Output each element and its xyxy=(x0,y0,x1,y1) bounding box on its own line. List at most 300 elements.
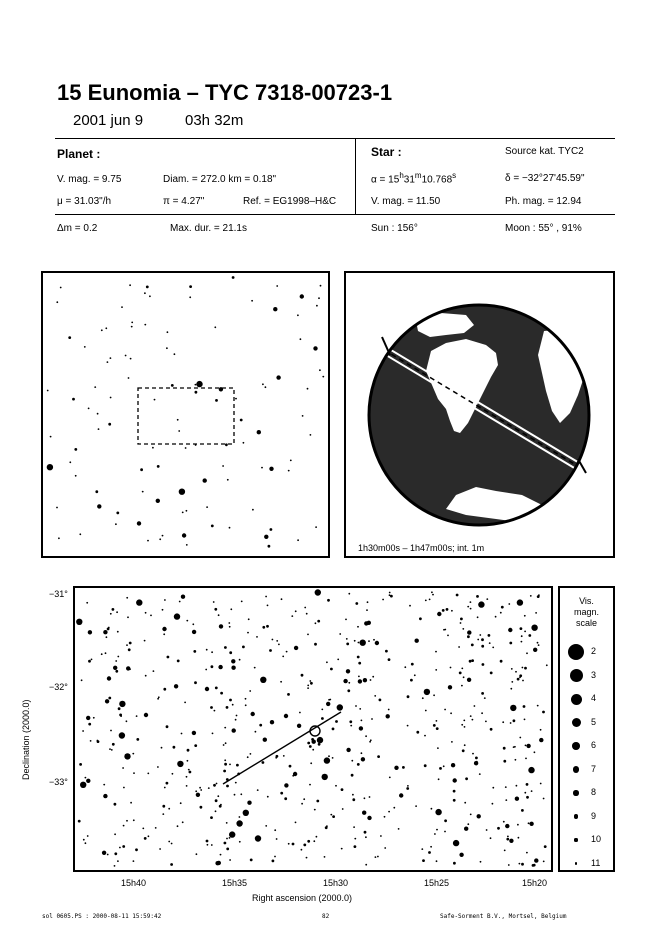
chart-star xyxy=(390,595,393,598)
chart-star xyxy=(215,861,219,865)
chart-star xyxy=(110,613,112,615)
finder-star xyxy=(288,470,290,472)
chart-star xyxy=(419,617,422,620)
chart-star xyxy=(88,630,92,634)
chart-star xyxy=(128,648,131,651)
chart-star xyxy=(309,784,311,786)
chart-star xyxy=(505,786,507,788)
chart-star xyxy=(313,840,315,842)
chart-star xyxy=(235,782,237,784)
chart-star xyxy=(110,730,112,732)
finder-star xyxy=(222,465,224,467)
chart-star xyxy=(224,727,226,729)
chart-star xyxy=(144,837,147,840)
finder-star xyxy=(177,419,179,421)
chart-star xyxy=(384,847,386,849)
chart-star xyxy=(478,601,484,607)
chart-star xyxy=(461,724,463,726)
chart-star xyxy=(464,827,468,831)
finder-star xyxy=(157,465,160,468)
chart-star xyxy=(490,837,492,839)
chart-star xyxy=(174,684,178,688)
chart-star xyxy=(260,677,266,683)
chart-star xyxy=(210,706,213,709)
chart-star xyxy=(451,610,453,612)
chart-star xyxy=(144,713,148,717)
chart-star xyxy=(526,796,529,799)
finder-star xyxy=(206,506,208,508)
chart-star xyxy=(354,845,357,848)
finder-star xyxy=(251,300,253,302)
chart-star xyxy=(456,594,459,597)
table-vertical-divider xyxy=(355,138,356,214)
chart-star xyxy=(477,814,481,818)
chart-star xyxy=(416,731,419,734)
chart-star xyxy=(87,835,89,837)
finder-star xyxy=(229,527,231,529)
chart-star xyxy=(145,675,147,677)
chart-star xyxy=(517,599,523,605)
chart-star xyxy=(85,842,87,844)
chart-star xyxy=(212,733,214,735)
ra-label-15h25: 15h25 xyxy=(424,878,450,888)
chart-star xyxy=(359,708,361,710)
chart-star xyxy=(377,755,380,758)
chart-star xyxy=(463,720,465,722)
finder-star xyxy=(149,295,151,297)
chart-star xyxy=(475,757,478,760)
legend-star-symbol xyxy=(574,814,578,818)
chart-star xyxy=(425,600,427,602)
chart-star xyxy=(229,626,231,628)
planet-motion: μ = 31.03"/h xyxy=(57,196,112,207)
chart-star xyxy=(133,819,135,821)
legend-row xyxy=(560,738,613,754)
chart-star xyxy=(247,801,251,805)
chart-star xyxy=(309,745,312,748)
chart-star xyxy=(133,860,135,862)
chart-star xyxy=(461,668,463,670)
chart-star xyxy=(107,676,111,680)
chart-star xyxy=(382,599,384,601)
chart-star xyxy=(354,640,356,642)
chart-star xyxy=(255,731,257,733)
legend-star-symbol xyxy=(575,862,577,864)
chart-star xyxy=(379,699,382,702)
chart-star xyxy=(348,593,350,595)
chart-star xyxy=(472,753,474,755)
chart-star xyxy=(526,744,530,748)
chart-star xyxy=(428,851,431,854)
chart-star xyxy=(168,841,170,843)
chart-star xyxy=(532,864,535,867)
chart-star xyxy=(267,605,269,607)
chart-star xyxy=(117,860,119,862)
legend-row xyxy=(560,785,613,801)
finder-star xyxy=(270,528,273,531)
chart-star xyxy=(492,647,494,649)
chart-star xyxy=(182,821,184,823)
chart-star xyxy=(349,720,352,723)
chart-star xyxy=(342,808,344,810)
chart-star xyxy=(213,601,215,603)
chart-star xyxy=(76,619,82,625)
chart-star xyxy=(256,636,258,638)
chart-star xyxy=(481,645,484,648)
chart-star xyxy=(453,799,456,802)
chart-star xyxy=(525,758,527,760)
chart-star xyxy=(388,658,391,661)
chart-star xyxy=(179,601,181,603)
chart-star xyxy=(301,803,303,805)
chart-star xyxy=(337,659,339,661)
chart-star xyxy=(239,659,241,661)
chart-star xyxy=(126,720,128,722)
legend-star-symbol xyxy=(572,718,581,727)
chart-star xyxy=(214,710,216,712)
finder-star xyxy=(297,314,299,316)
finder-star xyxy=(225,443,228,446)
table-top-rule xyxy=(55,138,615,139)
finder-star xyxy=(262,383,264,385)
chart-star xyxy=(519,674,522,677)
chart-star xyxy=(220,854,222,856)
finder-star xyxy=(290,460,292,462)
chart-star xyxy=(196,853,198,855)
finder-star xyxy=(75,475,77,477)
ra-m-unit: m xyxy=(414,171,422,180)
chart-star xyxy=(186,776,188,778)
chart-star xyxy=(214,608,217,611)
chart-star xyxy=(435,651,437,653)
chart-star xyxy=(315,589,321,595)
chart-star xyxy=(520,627,523,630)
chart-star xyxy=(171,843,173,845)
chart-star xyxy=(112,608,115,611)
chart-star xyxy=(148,835,150,837)
chart-star xyxy=(524,667,527,670)
finder-star xyxy=(98,428,100,430)
finder-star xyxy=(273,307,277,311)
finder-star xyxy=(60,287,62,289)
chart-star xyxy=(186,785,188,787)
event-date: 2001 jun 9 xyxy=(73,112,144,129)
chart-star xyxy=(343,679,347,683)
star-declination: δ = −32°27'45.59" xyxy=(505,173,585,184)
chart-star xyxy=(533,648,537,652)
chart-star xyxy=(451,763,455,767)
chart-star xyxy=(451,741,453,743)
chart-star xyxy=(503,760,506,763)
chart-star xyxy=(299,712,301,714)
chart-star xyxy=(239,816,241,818)
chart-star xyxy=(119,701,125,707)
chart-star xyxy=(407,725,409,727)
finder-star xyxy=(94,386,96,388)
finder-star xyxy=(97,413,99,415)
finder-star xyxy=(152,447,154,449)
chart-star xyxy=(467,823,469,825)
chart-star xyxy=(88,723,91,726)
chart-star xyxy=(365,864,367,866)
chart-star xyxy=(363,811,365,813)
chart-star xyxy=(281,598,283,600)
finder-star xyxy=(140,468,143,471)
chart-star xyxy=(472,719,474,721)
chart-star xyxy=(535,612,537,614)
asteroid-track xyxy=(223,712,341,784)
chart-star xyxy=(407,695,410,698)
chart-star xyxy=(86,779,90,783)
chart-star xyxy=(103,784,105,786)
chart-star xyxy=(339,633,341,635)
chart-star xyxy=(307,687,309,689)
chart-star xyxy=(317,620,320,623)
chart-star xyxy=(159,848,161,850)
chart-star xyxy=(490,728,493,731)
finder-star xyxy=(105,327,107,329)
finder-star xyxy=(154,399,156,401)
finder-star xyxy=(300,338,302,340)
chart-star xyxy=(492,803,494,805)
chart-star xyxy=(123,787,125,789)
chart-star xyxy=(284,797,287,800)
planet-parallax: π = 4.27" xyxy=(163,196,205,207)
chart-star xyxy=(259,724,262,727)
chart-star xyxy=(210,816,213,819)
chart-star xyxy=(470,601,472,603)
chart-star-field xyxy=(75,588,551,870)
chart-star xyxy=(192,731,196,735)
chart-x-axis-label: Right ascension (2000.0) xyxy=(252,893,353,903)
finder-star xyxy=(128,377,130,379)
chart-star xyxy=(429,599,431,601)
chart-star xyxy=(117,656,119,658)
chart-star xyxy=(515,671,517,673)
chart-star xyxy=(346,638,348,640)
chart-star xyxy=(177,660,180,663)
finder-star xyxy=(156,499,160,503)
chart-star xyxy=(113,666,117,670)
chart-star xyxy=(447,635,449,637)
chart-star xyxy=(307,634,309,636)
ra-label-15h30: 15h30 xyxy=(323,878,349,888)
chart-star xyxy=(358,679,362,683)
chart-star xyxy=(315,622,317,624)
chart-star xyxy=(351,774,354,777)
finder-star xyxy=(121,306,123,308)
chart-star xyxy=(341,848,343,850)
finder-star xyxy=(195,391,198,394)
chart-star xyxy=(474,705,476,707)
legend-row xyxy=(560,715,613,731)
chart-star xyxy=(371,718,373,720)
chart-star xyxy=(424,735,426,737)
finder-star xyxy=(196,381,202,387)
chart-star xyxy=(370,739,372,741)
chart-star xyxy=(470,814,472,816)
legend-row xyxy=(560,809,613,825)
chart-star xyxy=(150,615,152,617)
chart-star xyxy=(462,749,465,752)
legend-row xyxy=(560,691,613,707)
chart-star xyxy=(262,761,265,764)
chart-star xyxy=(335,785,337,787)
chart-star xyxy=(226,822,228,824)
chart-star xyxy=(523,705,526,708)
chart-star xyxy=(93,717,95,719)
chart-star xyxy=(433,724,436,727)
finder-star xyxy=(125,355,127,357)
finder-star xyxy=(307,388,309,390)
chart-star xyxy=(507,836,509,838)
chart-star xyxy=(157,766,159,768)
chart-star xyxy=(81,679,83,681)
chart-star xyxy=(431,808,433,810)
legend-magnitude-label: 6 xyxy=(591,740,597,750)
chart-star xyxy=(116,611,118,613)
chart-star xyxy=(464,802,466,804)
chart-star xyxy=(145,612,147,614)
chart-star xyxy=(511,681,513,683)
chart-star xyxy=(450,667,452,669)
legend-magnitude-label: 3 xyxy=(591,669,597,680)
chart-star xyxy=(187,749,190,752)
chart-star xyxy=(511,668,513,670)
chart-star xyxy=(174,613,180,619)
chart-star xyxy=(436,720,438,722)
chart-star xyxy=(213,784,216,787)
legend-row xyxy=(560,644,613,660)
finder-star xyxy=(215,399,218,402)
chart-star xyxy=(226,838,228,840)
finder-star xyxy=(162,535,164,537)
chart-star xyxy=(226,785,229,788)
chart-star xyxy=(528,634,531,637)
chart-star xyxy=(485,721,487,723)
finder-star-field xyxy=(43,273,328,556)
dec-label-33: −33° xyxy=(49,777,68,787)
chart-star xyxy=(386,714,390,718)
chart-star xyxy=(492,787,494,789)
chart-star xyxy=(506,838,509,841)
chart-star xyxy=(288,843,290,845)
chart-star xyxy=(129,668,131,670)
chart-star xyxy=(504,850,506,852)
chart-star xyxy=(247,756,249,758)
chart-star xyxy=(476,761,478,763)
chart-star xyxy=(200,789,202,791)
chart-star xyxy=(361,757,365,761)
chart-star xyxy=(163,633,165,635)
chart-star xyxy=(236,764,239,767)
track-tick-end xyxy=(578,459,586,473)
chart-star xyxy=(353,826,355,828)
chart-star xyxy=(112,743,115,746)
chart-star xyxy=(211,651,213,653)
chart-star xyxy=(225,742,227,744)
chart-star xyxy=(516,785,518,787)
chart-star xyxy=(524,615,526,617)
finder-star xyxy=(252,509,254,511)
legend-magnitude-label: 5 xyxy=(591,716,597,727)
chart-star xyxy=(324,856,326,858)
chart-star xyxy=(528,767,534,773)
chart-star xyxy=(119,847,121,849)
finder-star xyxy=(88,408,90,410)
chart-star xyxy=(105,652,107,654)
chart-star xyxy=(269,649,272,652)
chart-star xyxy=(195,790,197,792)
delta-magnitude: Δm = 0.2 xyxy=(57,223,98,234)
chart-star xyxy=(348,682,350,684)
chart-star xyxy=(262,626,265,629)
chart-star xyxy=(524,631,526,633)
chart-star xyxy=(276,640,278,642)
chart-star xyxy=(433,694,435,696)
chart-star xyxy=(109,748,111,750)
finder-star xyxy=(50,436,52,438)
chart-star xyxy=(430,846,432,848)
finder-star xyxy=(56,301,58,303)
chart-star xyxy=(232,704,234,706)
chart-star xyxy=(118,707,121,710)
planet-vmag: V. mag. = 9.75 xyxy=(57,174,122,185)
chart-star xyxy=(453,790,456,793)
chart-star xyxy=(443,765,445,767)
chart-star xyxy=(389,777,391,779)
chart-star xyxy=(365,735,367,737)
chart-star xyxy=(519,737,521,739)
chart-star xyxy=(283,755,285,757)
finder-star xyxy=(235,398,237,400)
chart-star xyxy=(245,704,247,706)
chart-star xyxy=(114,852,117,855)
chart-star xyxy=(537,705,539,707)
chart-star xyxy=(226,706,229,709)
chart-star xyxy=(166,725,169,728)
chart-star xyxy=(248,618,250,620)
chart-star xyxy=(415,639,419,643)
chart-star xyxy=(126,597,128,599)
footer-printer: Safe-Sorment B.V., Mortsel, Belgium xyxy=(440,913,567,920)
chart-star xyxy=(534,858,538,862)
chart-star xyxy=(144,640,146,642)
chart-star xyxy=(103,630,107,634)
chart-star xyxy=(229,831,235,837)
chart-star xyxy=(309,680,311,682)
finder-star xyxy=(72,398,75,401)
chart-star xyxy=(127,616,129,618)
chart-star xyxy=(164,599,166,601)
finder-star xyxy=(189,285,192,288)
finder-star xyxy=(115,523,117,525)
chart-star xyxy=(147,773,149,775)
finder-star xyxy=(171,384,174,387)
chart-star xyxy=(284,783,288,787)
chart-star xyxy=(86,602,88,604)
chart-star xyxy=(187,760,189,762)
finder-star xyxy=(189,296,191,298)
chart-star xyxy=(220,804,222,806)
chart-star xyxy=(351,760,353,762)
chart-star xyxy=(355,602,358,605)
finder-star xyxy=(203,478,207,482)
chart-star xyxy=(107,854,109,856)
chart-star xyxy=(276,838,278,840)
chart-star xyxy=(247,632,249,634)
chart-star xyxy=(435,669,437,671)
